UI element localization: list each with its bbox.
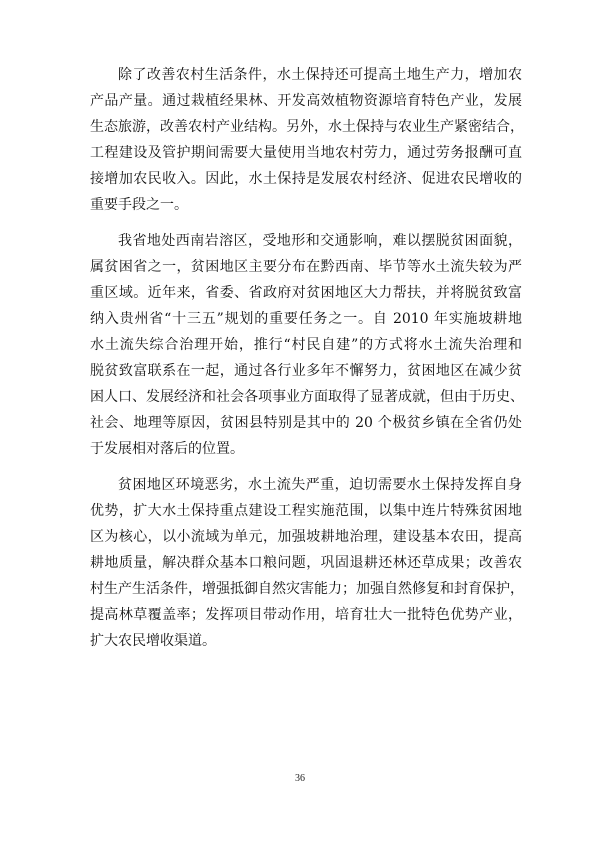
text-line: 属贫困省之一，贫困地区主要分布在黔西南、毕节等水土流失较为严 [90, 259, 522, 275]
text-line: 除了改善农村生活条件，水土保持还可提高土地生产力，增加农 [118, 67, 522, 83]
text-line: 区为核心，以小流域为单元，加强坡耕地治理，建设基本农田，提高 [90, 529, 522, 545]
text-line: 工程建设及管护期间需要大量使用当地农村劳力，通过劳务报酬可直 [90, 145, 522, 161]
text-line: 水土流失综合治理开始，推行“村民自建”的方式将水土流失治理和 [90, 337, 522, 353]
text-line: 优势，扩大水土保持重点建设工程实施范围，以集中连片特殊贫困地 [90, 503, 522, 519]
page-number: 36 [295, 773, 305, 784]
text-line: 生态旅游，改善农村产业结构。另外，水土保持与农业生产紧密结合， [90, 119, 524, 135]
text-line: 困人口、发展经济和社会各项事业方面取得了显著成就，但由于历史、 [90, 389, 524, 405]
text-line: 接增加农民收入。因此，水土保持是发展农村经济、促进农民增收的 [90, 171, 522, 187]
paragraph-3 [90, 472, 522, 654]
text-line: 提高林草覆盖率；发挥项目带动作用，培育壮大一批特色优势产业， [90, 607, 522, 623]
text-line: 纳入贵州省“十三五”规划的重要任务之一。自 2010 年实施坡耕地 [90, 311, 522, 327]
text-line: 扩大农民增收渠道。 [90, 633, 216, 649]
text-line: 于发展相对落后的位置。 [90, 441, 244, 457]
paragraph-1 [90, 62, 522, 218]
body-text [90, 62, 522, 654]
text-line: 村生产生活条件，增强抵御自然灾害能力；加强自然修复和封育保护， [90, 581, 524, 597]
text-line: 我省地处西南岩溶区，受地形和交通影响，难以摆脱贫困面貌， [118, 233, 522, 249]
text-line: 重区域。近年来，省委、省政府对贫困地区大力帮扶，并将脱贫致富 [90, 285, 522, 301]
text-line: 脱贫致富联系在一起，通过各行业多年不懈努力，贫困地区在减少贫 [90, 363, 522, 379]
text-line: 耕地质量，解决群众基本口粮问题，巩固退耕还林还草成果；改善农 [90, 555, 522, 571]
text-line: 重要手段之一。 [90, 197, 188, 213]
paragraph-2 [90, 228, 522, 462]
text-line: 贫困地区环境恶劣，水土流失严重，迫切需要水土保持发挥自身 [118, 477, 522, 493]
text-line: 社会、地理等原因，贫困县特别是其中的 20 个极贫乡镇在全省仍处 [90, 415, 522, 431]
text-line: 产品产量。通过栽植经果林、开发高效植物资源培育特色产业，发展 [90, 93, 522, 109]
